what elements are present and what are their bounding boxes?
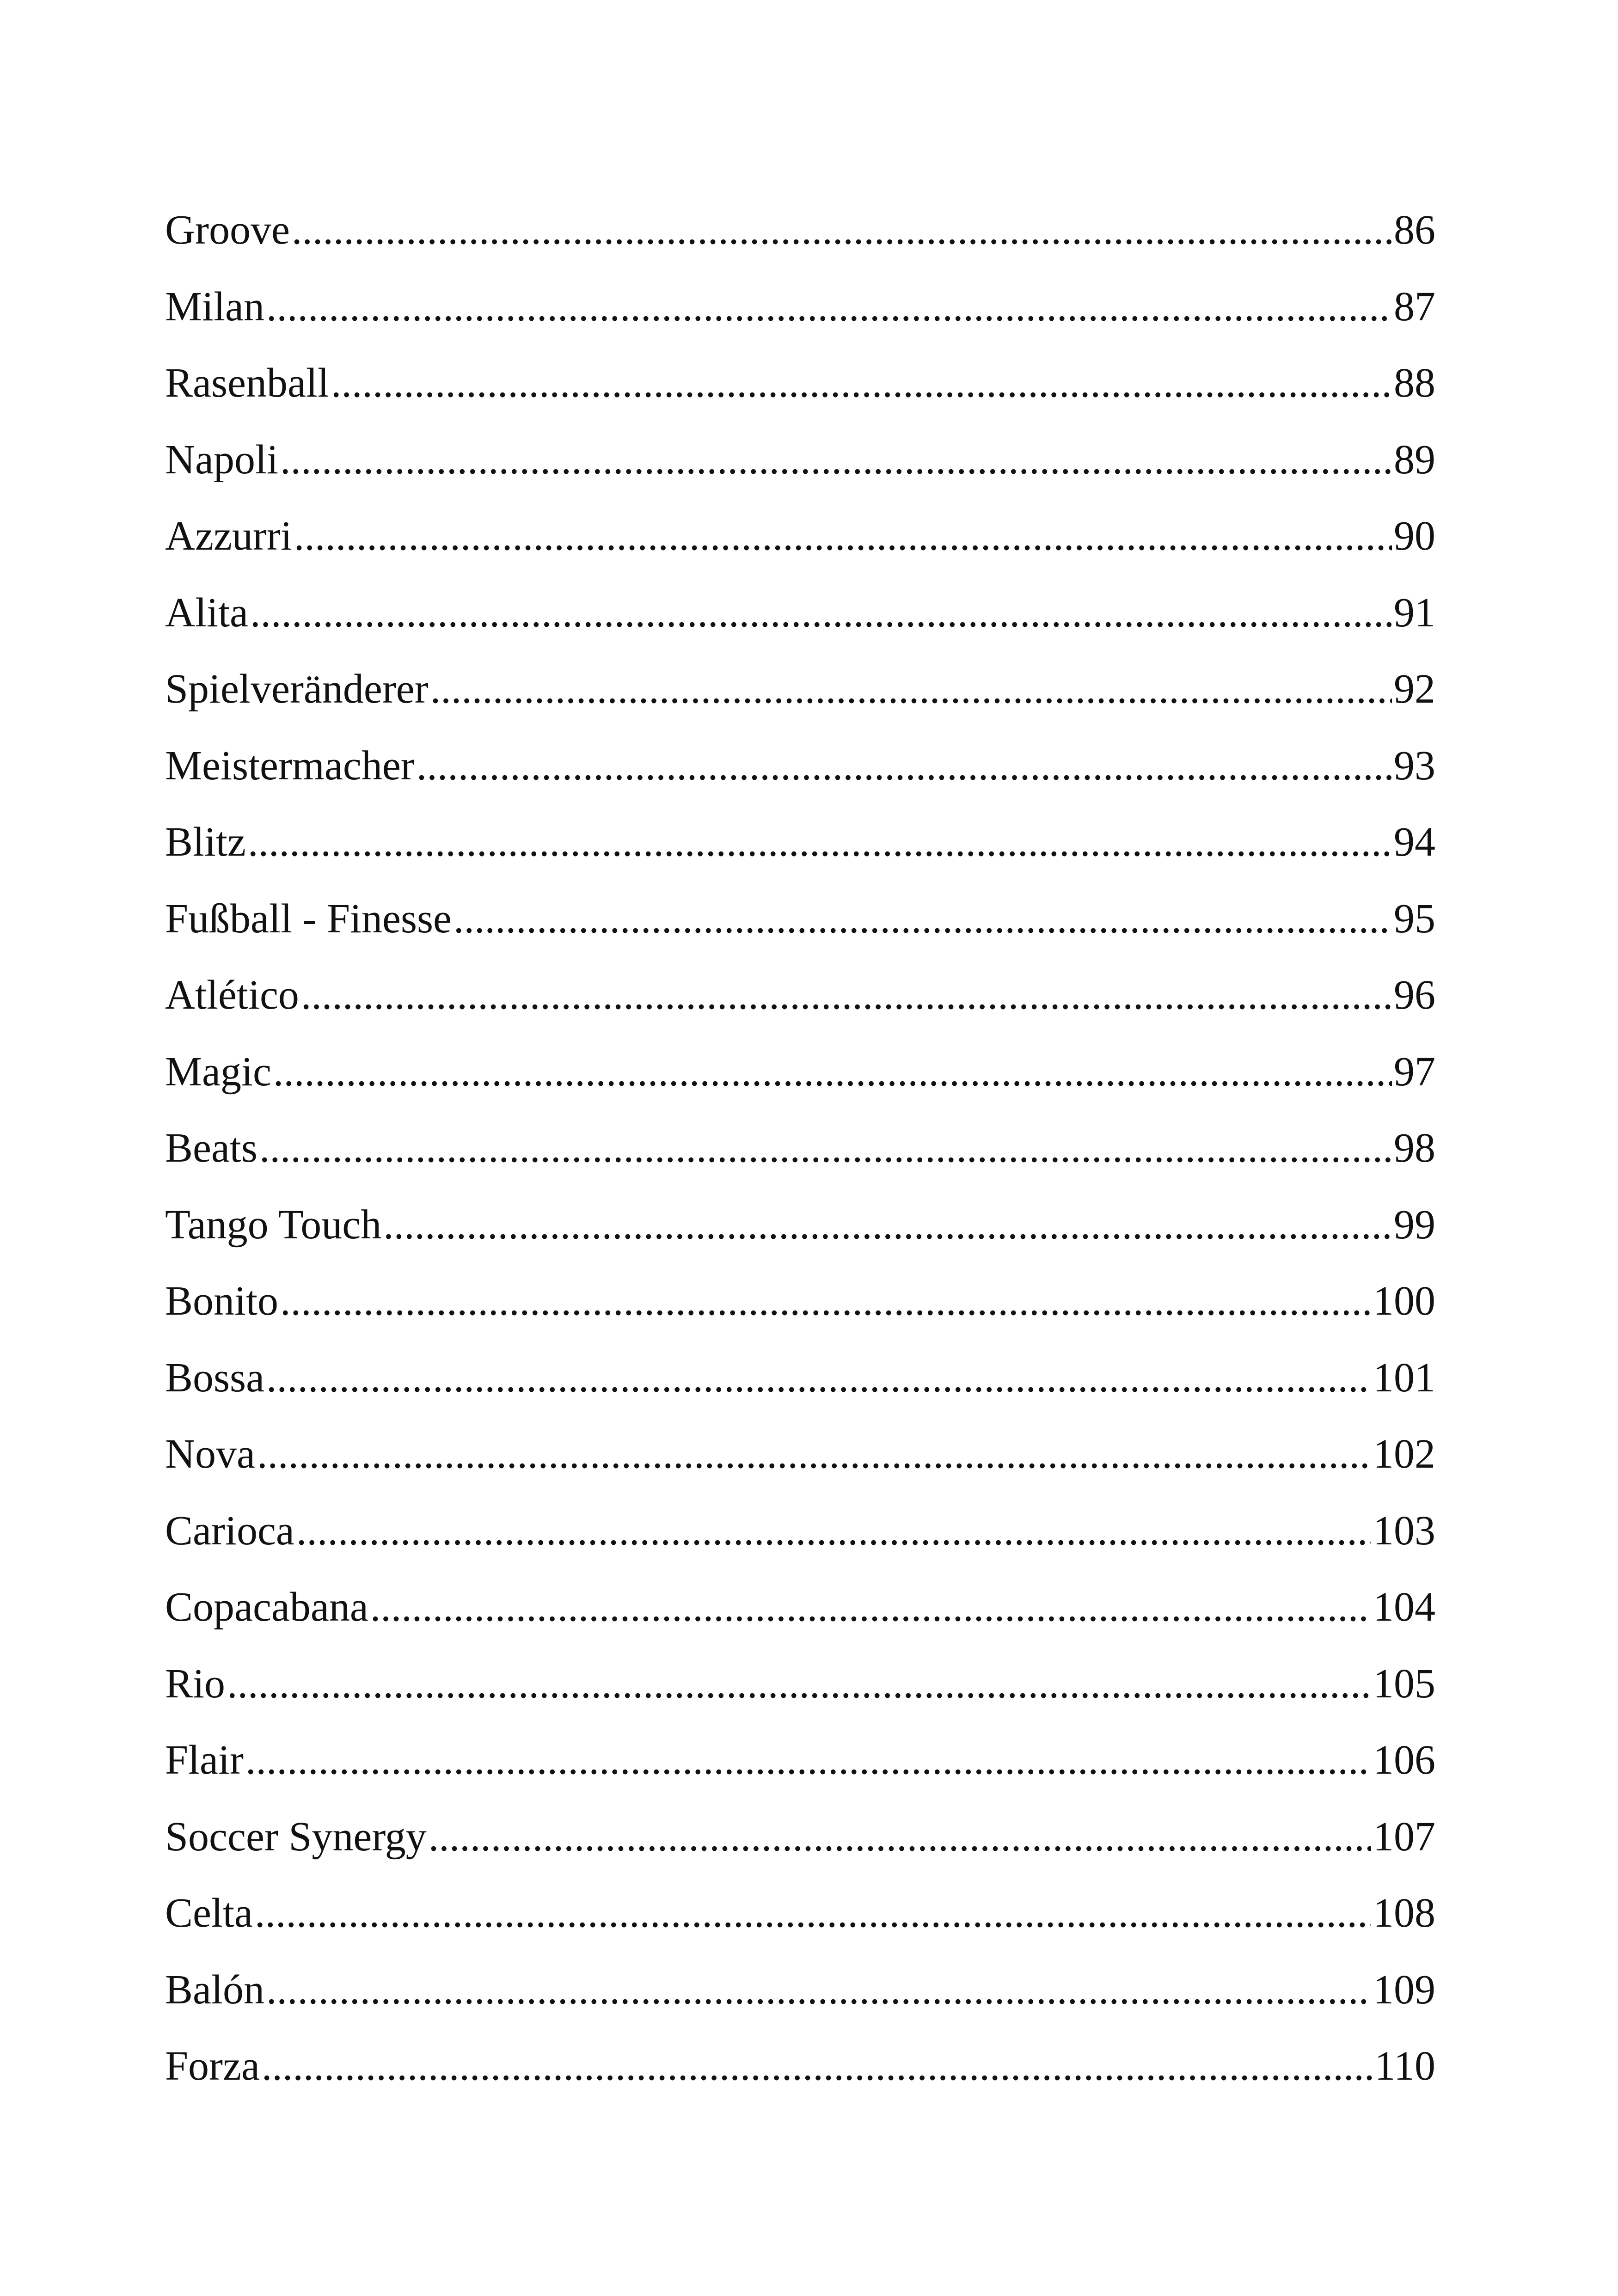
toc-entry[interactable]: [165, 511, 1435, 588]
dot-leader: [259, 1123, 1392, 1174]
toc-entry-title: Flair: [165, 1737, 244, 1783]
toc-entry-title: Forza: [165, 2043, 260, 2089]
toc-entry[interactable]: [165, 1506, 1435, 1582]
dot-leader: [301, 970, 1392, 1021]
toc-entry[interactable]: [165, 1353, 1435, 1429]
toc-entry[interactable]: [165, 2041, 1435, 2118]
dot-leader: [294, 511, 1392, 562]
toc-entry-title: Nova: [165, 1431, 255, 1477]
toc-entry-page-number: 110: [1374, 2043, 1435, 2089]
toc-entry-title: Blitz: [165, 819, 246, 865]
dot-leader: [266, 1353, 1371, 1403]
dot-leader: [266, 1965, 1371, 2015]
dot-leader: [266, 282, 1392, 332]
toc-entry-title: Bonito: [165, 1278, 279, 1324]
toc-entry-title: Meistermacher: [165, 742, 415, 789]
toc-entry[interactable]: [165, 741, 1435, 817]
toc-entry-page-number: 93: [1394, 742, 1435, 789]
toc-entry-page-number: 98: [1394, 1125, 1435, 1171]
toc-entry-page-number: 96: [1394, 972, 1435, 1018]
toc-entry[interactable]: [165, 588, 1435, 664]
dot-leader: [273, 1047, 1392, 1097]
toc-entry-title: Fußball - Finesse: [165, 895, 452, 942]
toc-entry[interactable]: [165, 970, 1435, 1047]
toc-entry-title: Rasenball: [165, 360, 329, 406]
toc-entry[interactable]: [165, 358, 1435, 435]
toc-entry-title: Atlético: [165, 972, 299, 1018]
toc-entry[interactable]: [165, 1965, 1435, 2041]
toc-entry-title: Beats: [165, 1125, 257, 1171]
toc-entry-page-number: 86: [1394, 207, 1435, 253]
dot-leader: [292, 205, 1392, 256]
toc-entry[interactable]: [165, 1276, 1435, 1353]
dot-leader: [280, 435, 1392, 485]
toc-entry-page-number: 92: [1394, 666, 1435, 712]
toc-entry[interactable]: [165, 1812, 1435, 1888]
dot-leader: [417, 741, 1392, 791]
toc-entry[interactable]: [165, 664, 1435, 741]
toc-entry-title: Magic: [165, 1048, 271, 1095]
toc-entry-page-number: 91: [1394, 589, 1435, 636]
dot-leader: [383, 1200, 1392, 1250]
toc-entry[interactable]: [165, 1429, 1435, 1506]
toc-entry[interactable]: [165, 1735, 1435, 1812]
toc-entry-page-number: 90: [1394, 513, 1435, 559]
toc-entry[interactable]: [165, 1659, 1435, 1735]
toc-entry-title: Carioca: [165, 1507, 294, 1554]
dot-leader: [227, 1659, 1371, 1709]
toc-entry[interactable]: [165, 1123, 1435, 1200]
toc-entry-page-number: 97: [1394, 1048, 1435, 1095]
toc-entry[interactable]: [165, 1047, 1435, 1123]
toc-entry-title: Groove: [165, 207, 290, 253]
toc-entry-page-number: 88: [1394, 360, 1435, 406]
toc-entry-page-number: 95: [1394, 895, 1435, 942]
toc-entry-title: Napoli: [165, 436, 278, 483]
toc-entry[interactable]: [165, 435, 1435, 511]
toc-entry[interactable]: [165, 282, 1435, 358]
dot-leader: [296, 1506, 1371, 1556]
toc-entry-title: Alita: [165, 589, 248, 636]
toc-entry-title: Balón: [165, 1966, 264, 2013]
dot-leader: [370, 1582, 1371, 1633]
toc-entry-page-number: 89: [1394, 436, 1435, 483]
toc-entry[interactable]: [165, 1888, 1435, 1965]
toc-entry-page-number: 106: [1373, 1737, 1435, 1783]
toc-entry-page-number: 103: [1373, 1507, 1435, 1554]
dot-leader: [280, 1276, 1371, 1327]
toc-entry-title: Soccer Synergy: [165, 1813, 427, 1860]
toc-entry-title: Copacabana: [165, 1584, 368, 1630]
toc-entry-title: Spielveränderer: [165, 666, 429, 712]
toc-entry-title: Milan: [165, 283, 264, 330]
toc-entry-page-number: 102: [1373, 1431, 1435, 1477]
toc-entry-page-number: 94: [1394, 819, 1435, 865]
dot-leader: [430, 664, 1392, 715]
table-of-contents: [165, 205, 1435, 2118]
toc-entry-page-number: 107: [1373, 1813, 1435, 1860]
toc-entry-page-number: 101: [1373, 1354, 1435, 1401]
toc-entry-page-number: 109: [1373, 1966, 1435, 2013]
toc-entry[interactable]: [165, 1582, 1435, 1659]
toc-entry-page-number: 87: [1394, 283, 1435, 330]
dot-leader: [245, 1735, 1371, 1786]
toc-entry[interactable]: [165, 817, 1435, 894]
toc-entry-page-number: 108: [1373, 1890, 1435, 1936]
toc-entry[interactable]: [165, 205, 1435, 282]
toc-entry-title: Bossa: [165, 1354, 265, 1401]
toc-entry-title: Tango Touch: [165, 1201, 382, 1248]
toc-entry-page-number: 105: [1373, 1660, 1435, 1707]
toc-entry-title: Azzurri: [165, 513, 292, 559]
toc-entry-title: Rio: [165, 1660, 226, 1707]
toc-entry[interactable]: [165, 1200, 1435, 1276]
dot-leader: [454, 894, 1392, 944]
toc-entry-title: Celta: [165, 1890, 253, 1936]
toc-entry-page-number: 100: [1373, 1278, 1435, 1324]
dot-leader: [331, 358, 1392, 409]
dot-leader: [255, 1888, 1371, 1939]
toc-entry-page-number: 99: [1394, 1201, 1435, 1248]
dot-leader: [248, 817, 1392, 868]
dot-leader: [257, 1429, 1371, 1480]
dot-leader: [429, 1812, 1371, 1862]
toc-entry[interactable]: [165, 894, 1435, 970]
dot-leader: [250, 588, 1392, 638]
dot-leader: [262, 2041, 1373, 2092]
toc-entry-page-number: 104: [1373, 1584, 1435, 1630]
